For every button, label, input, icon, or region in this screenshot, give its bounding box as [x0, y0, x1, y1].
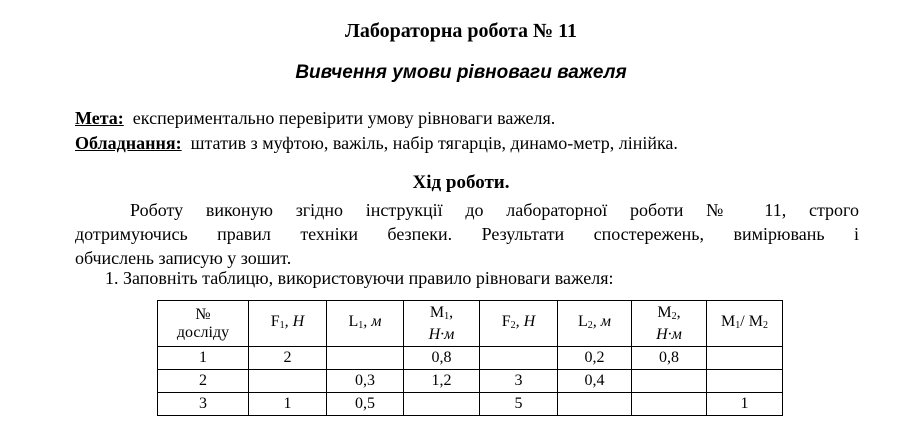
table-cell: [632, 370, 707, 393]
equipment-line: [75, 133, 865, 154]
lab-subtitle: Вивчення умови рівноваги важеля: [295, 62, 627, 83]
table-cell: [249, 370, 327, 393]
header-m2: $M_2$, Н·м: [632, 301, 707, 347]
table-cell: 0,8: [632, 347, 707, 370]
table-cell: 0,5: [327, 393, 404, 416]
table-cell: 0,4: [558, 370, 632, 393]
table-cell: 5: [480, 393, 558, 416]
step-1: 1. Заповніть таблицю, використовуючи правило рівноваги важеля:: [105, 268, 614, 288]
table-cell: 0,3: [327, 370, 404, 393]
table-row: [158, 370, 783, 393]
table-cell: 2: [158, 370, 249, 393]
table-cell: 3: [480, 370, 558, 393]
equipment-label: Обладнання:: [75, 133, 182, 153]
table-cell: [558, 393, 632, 416]
table-cell: [632, 393, 707, 416]
procedure-paragraph: [75, 198, 859, 270]
table-cell: [707, 347, 783, 370]
header-f1: $F_1$, Н: [249, 301, 327, 347]
data-table: [157, 300, 783, 416]
paragraph-line: обчислень записую у зошит.: [75, 248, 292, 268]
lab-title: Лабораторна робота № 11: [344, 20, 578, 42]
table-cell: 1,2: [404, 370, 480, 393]
table-header-row: [158, 301, 783, 347]
section-heading: Хід роботи.: [412, 172, 510, 193]
header-f2: $F_2$, Н: [480, 301, 558, 347]
goal-text: експериментально перевірити умову рівноваги важеля.: [132, 108, 556, 128]
table-cell: 1: [158, 347, 249, 370]
header-l1: $L_1$, м: [327, 301, 404, 347]
table-cell: 0,8: [404, 347, 480, 370]
table-cell: 2: [249, 347, 327, 370]
equipment-text: штатив з муфтою, важіль, набір тягарців, динамо-метр, лінійка.: [190, 133, 678, 153]
table-cell: [480, 347, 558, 370]
table-cell: [327, 347, 404, 370]
goal-line: [75, 108, 865, 129]
table-row: [158, 393, 783, 416]
paragraph-line: дотримуючись правил техніки безпеки. Результати спостережень, вимірювань і: [75, 224, 859, 244]
table-cell: 0,2: [558, 347, 632, 370]
table-cell: 3: [158, 393, 249, 416]
table-cell: [404, 393, 480, 416]
header-m1: $M_1$, Н·м: [404, 301, 480, 347]
table-cell: [707, 370, 783, 393]
paragraph-line: Роботу виконую згідно інструкції до лабораторної роботи № 11, строго: [130, 200, 859, 220]
table-cell: 1: [249, 393, 327, 416]
header-m1-m2-ratio: $M_1/$ $M_2$: [707, 301, 783, 347]
header-experiment-number: № досліду: [158, 301, 249, 347]
table-cell: 1: [707, 393, 783, 416]
table-row: [158, 347, 783, 370]
header-l2: $L_2$, м: [558, 301, 632, 347]
goal-label: Мета:: [75, 108, 124, 128]
